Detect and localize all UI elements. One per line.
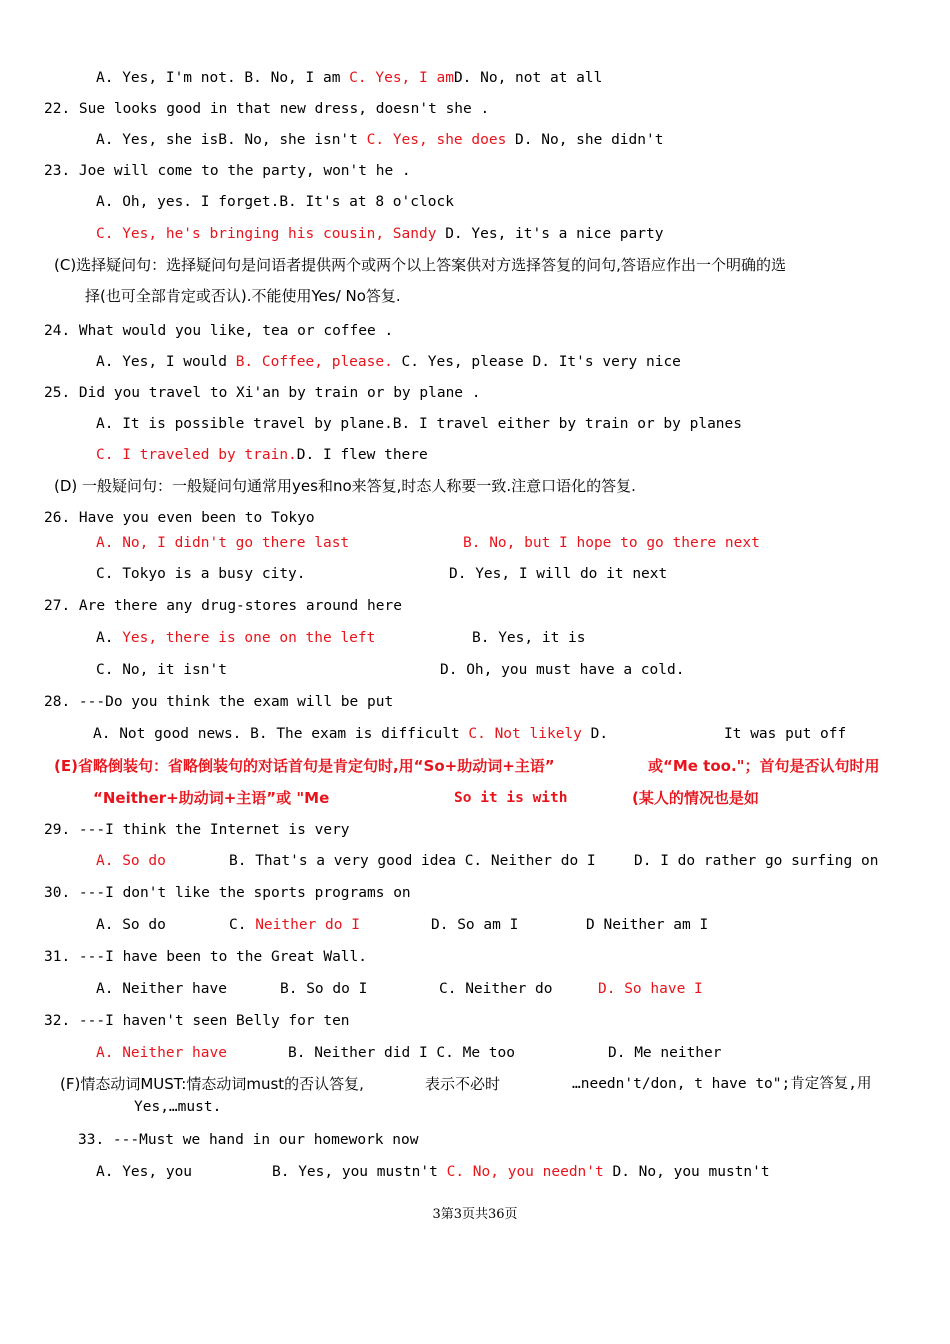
- q30-option-d1: D. So am I: [431, 917, 519, 933]
- q31-stem: 31. ---I have been to the Great Wall.: [44, 949, 368, 965]
- section-e-line2a: “Neither+助动词+主语”或 "Me: [93, 789, 330, 807]
- q26-option-c: C. Tokyo is a busy city.: [96, 566, 306, 582]
- q23-option-d: D. Yes, it's a nice party: [436, 226, 664, 242]
- q32-stem: 32. ---I haven't seen Belly for ten: [44, 1013, 350, 1029]
- section-c-line2: 择(也可全部肯定或否认).不能使用Yes/ No答复.: [85, 287, 401, 305]
- q29-option-bc: B. That's a very good idea C. Neither do I: [229, 853, 596, 869]
- q26-stem: 26. Have you even been to Tokyo: [44, 510, 315, 526]
- q25-stem: 25. Did you travel to Xi'an by train or by plane .: [44, 385, 481, 401]
- q22-answer: C. Yes, she does: [366, 132, 507, 148]
- q27-stem: 27. Are there any drug-stores around here: [44, 598, 402, 614]
- q31-option-b: B. So do I: [280, 981, 368, 997]
- q30-option-c-label: C.: [229, 917, 256, 933]
- q31-option-a: A. Neither have: [96, 981, 227, 997]
- q23-stem: 23. Joe will come to the party, won't he .: [44, 163, 411, 179]
- section-e-line1a: (E)省略倒装句：省略倒装句的对话首句是肯定句时,用“So+助动词+主语”: [54, 757, 555, 775]
- q21-answer: C. Yes, I am: [349, 70, 454, 86]
- q33-option-d: D. No, you mustn't: [603, 1164, 770, 1180]
- q32-option-d: D. Me neither: [608, 1045, 722, 1061]
- q26-answer: B. No, but I hope to go there next: [463, 535, 760, 551]
- q24-answer: B. Coffee, please.: [235, 354, 393, 370]
- q31-option-c: C. Neither do: [439, 981, 553, 997]
- q24-stem: 24. What would you like, tea or coffee .: [44, 323, 394, 339]
- q31-answer: D. So have I: [598, 981, 703, 997]
- q30-answer: Neither do I: [255, 917, 360, 933]
- q29-stem: 29. ---I think the Internet is very: [44, 822, 350, 838]
- q25-options-cd: [96, 445, 428, 465]
- q24-options: [96, 352, 681, 372]
- q33-option-b: B. Yes, you mustn't: [272, 1164, 447, 1180]
- q28-answer: C. Not likely: [468, 726, 582, 742]
- q30-option-a: A. So do: [96, 917, 166, 933]
- q25-options-ab: A. It is possible travel by plane.B. I travel either by train or by planes: [96, 416, 743, 432]
- q23-answer: C. Yes, he's bringing his cousin, Sandy: [96, 226, 437, 242]
- q22-option-ab: A. Yes, she isB. No, she isn't: [96, 132, 367, 148]
- q24-option-a: A. Yes, I would: [96, 354, 236, 370]
- q21-options: [96, 68, 602, 88]
- q26-option-d: D. Yes, I will do it next: [449, 566, 668, 582]
- q22-option-d: D. No, she didn't: [506, 132, 664, 148]
- q25-option-d: D. I flew there: [296, 447, 428, 463]
- q32-option-bc: B. Neither did I C. Me too: [288, 1045, 515, 1061]
- q32-answer: A. Neither have: [96, 1045, 227, 1061]
- q30-stem: 30. ---I don't like the sports programs on: [44, 885, 411, 901]
- section-f-line1c: …needn't/don, t have to";肯定答复,用: [572, 1076, 872, 1092]
- page-footer: 3第3页共36页: [432, 1207, 518, 1222]
- q27-option-a-label: A.: [96, 630, 123, 646]
- q33-answer: C. No, you needn't: [446, 1164, 604, 1180]
- section-e-line1b: 或“Me too."；首句是否认句时用: [648, 757, 880, 775]
- q33-option-a: A. Yes, you: [96, 1164, 193, 1180]
- q23-options-ab: A. Oh, yes. I forget.B. It's at 8 o'clock: [96, 194, 454, 210]
- section-f-line1b: 表示不必时: [425, 1075, 501, 1093]
- q27-option-c: C. No, it isn't: [96, 662, 227, 678]
- q30-option-c: [229, 915, 360, 935]
- q29-answer: A. So do: [96, 853, 166, 869]
- q29-option-d: D. I do rather go surfing on: [634, 853, 879, 869]
- q22-stem: 22. Sue looks good in that new dress, doesn't she .: [44, 101, 490, 117]
- section-f-line1a: (F)情态动词MUST:情态动词must的否认答复,: [60, 1075, 364, 1093]
- q21-option-ab: A. Yes, I'm not. B. No, I am: [96, 70, 350, 86]
- q33-stem: 33. ---Must we hand in our homework now: [78, 1132, 419, 1148]
- q26-option-a: A. No, I didn't go there last: [96, 535, 350, 551]
- q27-option-d: D. Oh, you must have a cold.: [440, 662, 685, 678]
- q28-options-abc: [93, 724, 608, 744]
- q30-option-d2: D Neither am I: [586, 917, 709, 933]
- q25-answer: C. I traveled by train.: [96, 447, 297, 463]
- q27-option-b: B. Yes, it is: [472, 630, 586, 646]
- q28-option-ab: A. Not good news. B. The exam is difficult: [93, 726, 469, 742]
- q33-options-bcd: [272, 1162, 770, 1182]
- section-f-line2: Yes,…must.: [134, 1099, 222, 1115]
- q27-answer: Yes, there is one on the left: [122, 630, 376, 646]
- q22-options: [96, 130, 663, 150]
- q23-options-cd: [96, 224, 663, 244]
- q28-option-d-label: D.: [581, 726, 609, 742]
- q24-option-cd: C. Yes, please D. It's very nice: [392, 354, 681, 370]
- q21-option-d: D. No, not at all: [453, 70, 603, 86]
- q27-option-a: [96, 628, 375, 648]
- section-d-line1: (D) 一般疑问句：一般疑问句通常用yes和no来答复,时态人称要一致.注意口语化的答复.: [54, 477, 636, 495]
- section-e-line2b: So it is with: [454, 790, 568, 806]
- q28-option-d: It was put off: [724, 726, 847, 742]
- q28-stem: 28. ---Do you think the exam will be put: [44, 694, 394, 710]
- section-e-line2c: (某人的情况也是如: [632, 789, 759, 807]
- section-c-line1: (C)选择疑问句：选择疑问句是问语者提供两个或两个以上答案供对方选择答复的问句,答语应作出一个明确的选: [54, 256, 786, 274]
